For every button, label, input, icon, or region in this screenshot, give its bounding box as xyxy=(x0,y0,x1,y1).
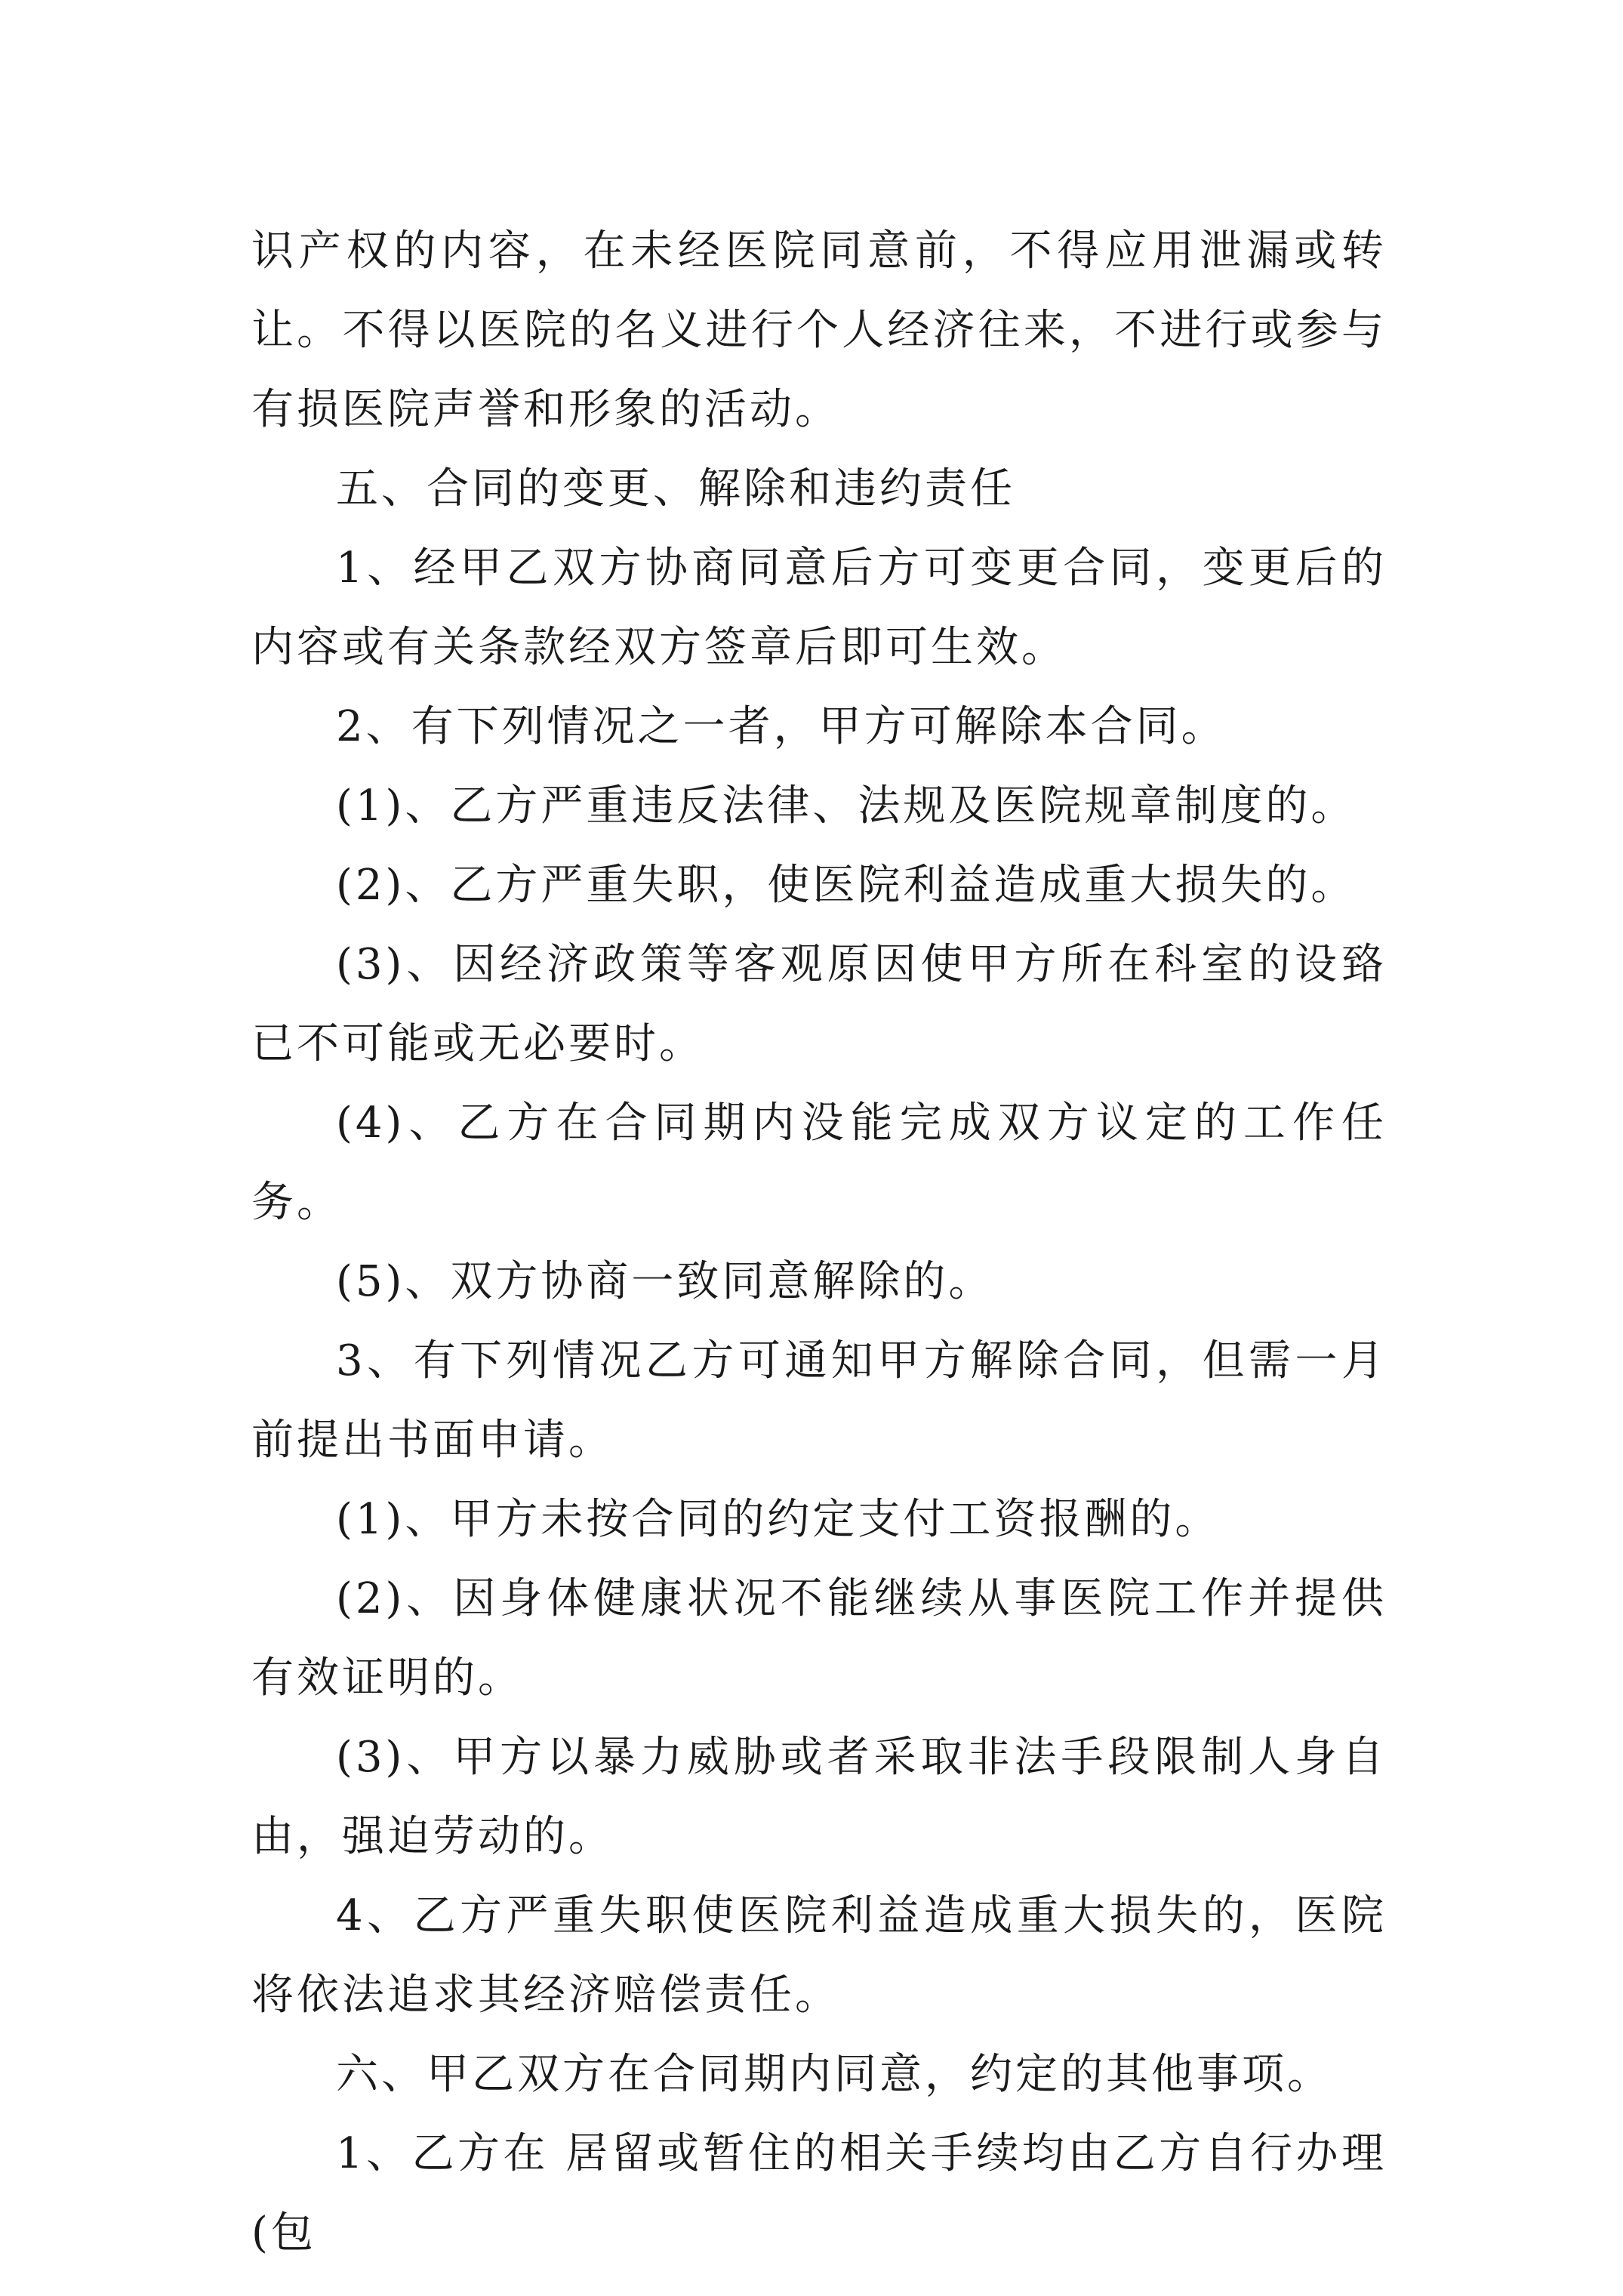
paragraph-clause-3-item-3: (3)、甲方以暴力威胁或者采取非法手段限制人身自由，强迫劳动的。 xyxy=(251,1733,1387,1861)
section-heading-other-matters: 六、甲乙双方在合同期内同意，约定的其他事项。 xyxy=(336,2050,1332,2099)
paragraph-clause-2-item-4: (4)、乙方在合同期内没能完成双方议定的工作任务。 xyxy=(251,1099,1387,1227)
paragraph-clause-2: 2、有下列情况之一者，甲方可解除本合同。 xyxy=(336,702,1227,751)
paragraph-clause-1: 1、经甲乙双方协商同意后方可变更合同，变更后的内容或有关条款经双方签章后即可生效。 xyxy=(251,544,1387,672)
paragraph-clause-2-item-5: (5)、双方协商一致同意解除的。 xyxy=(336,1257,994,1306)
section-heading-contract-change: 五、合同的变更、解除和违约责任 xyxy=(336,464,1015,513)
paragraph-clause-3-item-1: (1)、甲方未按合同的约定支付工资报酬的。 xyxy=(336,1495,1221,1544)
paragraph-clause-2-item-1: (1)、乙方严重违反法律、法规及医院规章制度的。 xyxy=(336,781,1357,831)
paragraph-ip-clause: 识产权的内容，在未经医院同意前，不得应用泄漏或转让。不得以医院的名义进行个人经济往来，不进行或参与有损医院声誉和形象的活动。 xyxy=(251,227,1387,434)
paragraph-clause-2-item-2: (2)、乙方严重失职，使医院利益造成重大损失的。 xyxy=(336,861,1357,910)
paragraph-clause-3-item-2: (2)、因身体健康状况不能继续从事医院工作并提供有效证明的。 xyxy=(251,1574,1387,1703)
paragraph-other-item-1: 1、乙方在 居留或暂住的相关手续均由乙方自行办理(包 xyxy=(251,2129,1387,2257)
paragraph-clause-3: 3、有下列情况乙方可通知甲方解除合同，但需一月前提出书面申请。 xyxy=(251,1336,1387,1465)
paragraph-clause-2-item-3: (3)、因经济政策等客观原因使甲方所在科室的设臵已不可能或无必要时。 xyxy=(251,940,1387,1068)
paragraph-clause-4: 4、乙方严重失职使医院利益造成重大损失的，医院将依法追求其经济赔偿责任。 xyxy=(251,1891,1387,2020)
document-body xyxy=(251,211,1387,2273)
